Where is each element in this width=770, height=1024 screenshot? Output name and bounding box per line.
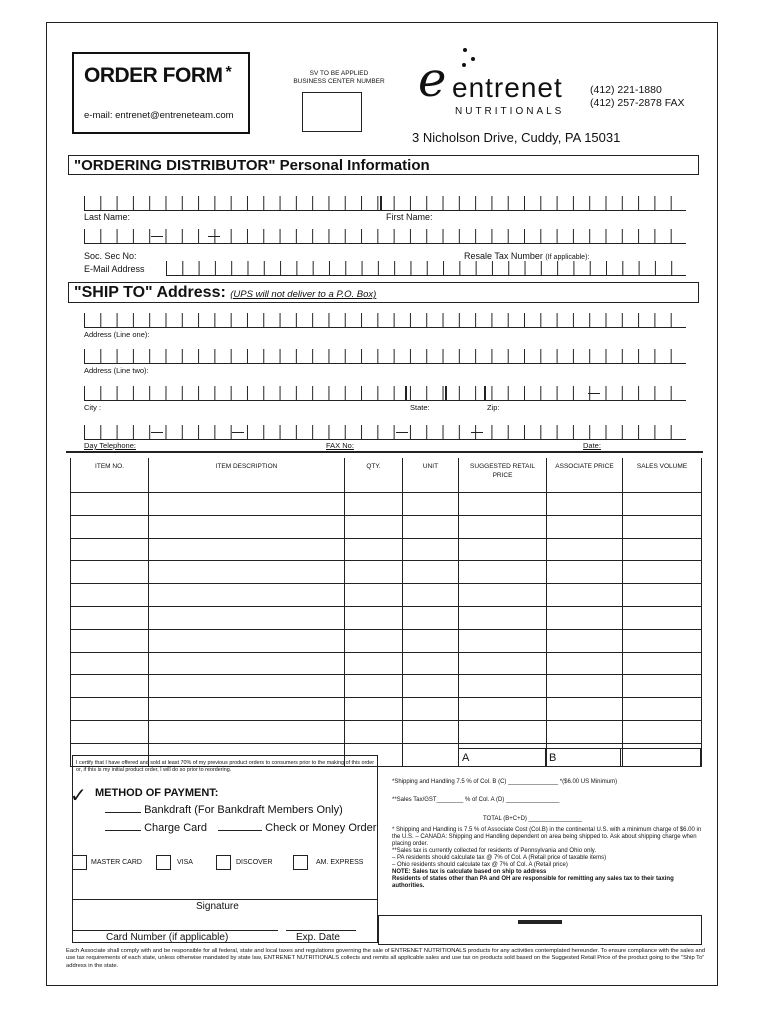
col-qty: QTY. [345,458,403,493]
table-row [71,606,702,629]
zip-divider [484,386,486,400]
table-cell[interactable] [623,606,702,629]
check-money-blank[interactable] [218,830,262,831]
table-cell[interactable] [623,538,702,561]
table-cell[interactable] [403,743,459,766]
table-cell[interactable] [459,584,547,607]
col-suggested-retail: SUGGESTED RETAIL PRICE [459,458,547,493]
title-asterisk: * [225,64,232,81]
table-cell[interactable] [149,606,345,629]
total-line: TOTAL (B+C+D) ________________ [483,816,582,822]
phone-dash [232,432,244,433]
table-cell[interactable] [71,515,149,538]
table-cell[interactable] [623,561,702,584]
phone-fax-date-boxes[interactable] [84,425,686,440]
name-input-boxes[interactable] [84,196,686,211]
address-line1-label: Address (Line one): [84,330,150,339]
table-cell[interactable] [547,606,623,629]
address-line1-boxes[interactable] [84,313,686,328]
table-cell[interactable] [623,493,702,516]
items-table [70,458,702,767]
visa-label: VISA [177,859,193,866]
exp-date-label: Exp. Date [296,932,340,943]
table-row [71,584,702,607]
email-label: E-Mail Address [84,264,145,274]
table-cell[interactable] [459,675,547,698]
order-form-title [84,64,231,88]
table-cell[interactable] [345,538,403,561]
col-b-total[interactable]: B [545,748,621,767]
check-mark-icon: ✓ [70,785,87,807]
table-cell[interactable] [403,675,459,698]
resale-tax-label [464,251,589,261]
col-associate-price: ASSOCIATE PRICE [547,458,623,493]
card-number-line[interactable] [72,930,278,931]
table-cell[interactable] [547,652,623,675]
address-line2-boxes[interactable] [84,349,686,364]
table-cell[interactable] [547,493,623,516]
table-cell[interactable] [623,720,702,743]
table-cell[interactable] [547,629,623,652]
table-cell[interactable] [623,675,702,698]
table-cell[interactable] [547,720,623,743]
table-cell[interactable] [149,538,345,561]
table-cell[interactable] [403,515,459,538]
logo-dot-icon [471,57,475,61]
signature-line[interactable] [72,899,378,900]
fax-no-label: FAX No: [326,441,354,450]
bankdraft-blank[interactable] [105,812,141,813]
table-cell[interactable] [403,720,459,743]
payment-box [72,755,378,943]
note-ship-to: NOTE: Sales tax is calculate based on ship to address [392,869,547,875]
table-cell[interactable] [547,515,623,538]
amex-checkbox[interactable] [293,855,308,870]
distributor-heading: "ORDERING DISTRIBUTOR" Personal Information [68,155,699,175]
sv-note-line2: BUSINESS CENTER NUMBER [293,78,385,85]
col-unit: UNIT [403,458,459,493]
table-cell[interactable] [149,493,345,516]
office-use-bar [518,920,562,924]
table-cell[interactable] [459,606,547,629]
table-cell[interactable] [345,606,403,629]
table-cell[interactable] [459,493,547,516]
note-pa: – PA residents should calculate tax @ 7% of Col. A (Retail price of taxable items) [392,855,607,861]
logo-name: entrenet [452,72,563,103]
table-cell[interactable] [623,629,702,652]
section-divider [66,451,703,453]
table-row [71,675,702,698]
order-form-title-text: ORDER FORM [84,64,223,87]
table-cell[interactable] [547,675,623,698]
table-cell[interactable] [547,584,623,607]
table-cell[interactable] [345,629,403,652]
table-cell[interactable] [547,561,623,584]
card-number-label: Card Number (if applicable) [106,932,229,943]
table-cell[interactable] [403,561,459,584]
table-cell[interactable] [623,515,702,538]
logo-dot-icon [463,48,467,52]
table-cell[interactable] [71,493,149,516]
table-row [71,515,702,538]
table-cell[interactable] [345,675,403,698]
sales-tax-line: **Sales Tax/GST________ % of Col. A (D) ________________ [392,797,560,803]
table-cell[interactable] [459,720,547,743]
table-cell[interactable] [403,538,459,561]
table-cell[interactable] [71,538,149,561]
table-cell[interactable] [149,561,345,584]
table-cell[interactable] [71,606,149,629]
table-cell[interactable] [345,720,403,743]
email-input-boxes[interactable] [166,261,686,276]
fax-dash [396,432,408,433]
ssn-tax-input-boxes[interactable] [84,229,686,244]
day-telephone-label: Day Telephone: [84,441,136,450]
date-label: Date: [583,441,601,450]
logo-subtitle: NUTRITIONALS [455,106,565,117]
city-label: City : [84,403,102,412]
table-cell[interactable] [149,515,345,538]
items-header-row [71,458,702,493]
bankdraft-label: Bankdraft (For Bankdraft Members Only) [144,804,343,816]
table-cell[interactable] [345,561,403,584]
table-cell[interactable] [71,652,149,675]
discover-label: DISCOVER [236,859,273,866]
items-body [71,493,702,767]
signature-label: Signature [196,901,239,912]
ssn-dash [151,236,163,237]
contact-phones [590,84,685,110]
state-label: State: [410,403,430,412]
resale-tax-note: (If applicable): [545,254,590,261]
table-cell[interactable] [345,584,403,607]
ship-to-note: (UPS will not deliver to a P.O. Box) [230,289,377,300]
table-cell[interactable] [459,698,547,721]
col-sales-volume: SALES VOLUME [623,458,702,493]
table-cell[interactable] [547,698,623,721]
table-cell[interactable] [403,606,459,629]
mastercard-checkbox[interactable] [72,855,87,870]
table-cell[interactable] [345,493,403,516]
zip-label: Zip: [487,403,500,412]
note-shipping: * Shipping and Handling is 7.5 % of Associate Cost (Col.B) in the continental U.S. with a minimum charge of $6.00 in the U.S. – CANADA: Shipping and Handling dependent on area being shipped to. Ask about shipping charge when placing order. [392,827,702,847]
table-cell[interactable] [403,584,459,607]
table-cell[interactable] [149,629,345,652]
ship-to-heading-text: "SHIP TO" Address: [74,284,226,301]
table-cell[interactable] [623,652,702,675]
visa-checkbox[interactable] [156,855,171,870]
col-item-no: ITEM NO. [71,458,149,493]
table-cell[interactable] [623,584,702,607]
table-cell[interactable] [345,652,403,675]
method-heading: METHOD OF PAYMENT: [95,787,219,799]
business-center-number-box[interactable] [302,92,362,132]
col-item-description: ITEM DESCRIPTION [149,458,345,493]
exp-date-line[interactable] [286,930,356,931]
state-divider [445,386,447,400]
ssn-label: Soc. Sec No: [84,251,137,261]
table-cell[interactable] [71,584,149,607]
sv-note [284,70,394,86]
shipping-notes [392,827,702,890]
phone-dash [151,432,163,433]
table-cell[interactable] [345,698,403,721]
charge-card-label: Charge Card [144,822,208,834]
table-cell[interactable] [149,652,345,675]
table-cell[interactable] [459,561,547,584]
table-cell[interactable] [149,675,345,698]
discover-checkbox[interactable] [216,855,231,870]
table-row [71,720,702,743]
table-cell[interactable] [71,720,149,743]
table-cell[interactable] [547,538,623,561]
table-cell[interactable] [623,698,702,721]
city-divider [405,386,407,400]
ship-to-heading [68,282,699,303]
table-row [71,561,702,584]
company-address: 3 Nicholson Drive, Cuddy, PA 15031 [412,130,621,145]
table-cell[interactable] [149,584,345,607]
table-cell[interactable] [345,515,403,538]
fax-dash [471,432,483,433]
table-cell[interactable] [149,720,345,743]
zip-dash [588,393,600,394]
table-cell[interactable] [459,538,547,561]
note-ohio: – Ohio residents should calculate tax @ 7% of Col. A (Retail price) [392,862,568,868]
logo-dot-icon [462,63,466,67]
check-money-label: Check or Money Order [265,822,377,834]
amex-label: AM. EXPRESS [316,859,364,866]
charge-card-blank[interactable] [105,830,141,831]
company-email: e-mail: entrenet@entreneteam.com [84,110,234,121]
table-cell[interactable] [71,698,149,721]
sales-volume-total[interactable] [620,748,701,767]
col-a-total[interactable]: A [458,748,546,767]
table-row [71,493,702,516]
table-cell[interactable] [403,629,459,652]
charge-card-option[interactable] [105,822,376,834]
table-cell[interactable] [71,561,149,584]
note-other-states: Residents of states other than PA and OH are responsible for remitting any sales tax to their taxing authorities. [392,876,674,889]
table-row [71,629,702,652]
first-name-label: First Name: [386,212,433,222]
logo-e: e [418,52,447,108]
table-cell[interactable] [149,698,345,721]
sv-note-line1: SV TO BE APPLIED [309,70,369,77]
mastercard-label: MASTER CARD [91,859,142,866]
table-row [71,698,702,721]
table-cell[interactable] [459,652,547,675]
phone-number: (412) 221-1880 [590,84,662,96]
note-sales-tax: **Sales tax is currently collected for residents of Pennsylvania and Ohio only. [392,848,596,854]
table-row [71,652,702,675]
ssn-dash [208,236,220,237]
table-cell[interactable] [403,698,459,721]
table-cell[interactable] [459,515,547,538]
table-row [71,538,702,561]
name-divider [380,196,382,210]
shipping-line: *Shipping and Handling 7.5 % of Col. B (C) _______________ *($6.00 US Minimum) [392,779,618,785]
certify-text: I certify that I have offered and sold at least 70% of my previous product orders to consumers prior to the making of this order or, if this is my initial product order, I will do so prior to reordering. [76,760,375,773]
fax-number: (412) 257-2878 FAX [590,97,685,109]
address-line2-label: Address (Line two): [84,366,149,375]
table-cell[interactable] [71,629,149,652]
table-cell[interactable] [403,493,459,516]
table-cell[interactable] [71,675,149,698]
last-name-label: Last Name: [84,212,131,222]
bankdraft-option[interactable] [105,804,343,816]
resale-tax-label-text: Resale Tax Number [464,251,543,261]
footer-text: Each Associate shall comply with and be responsible for all federal, state and local taxes and regulations governing the sale of ENTRENET NUTRITIONALS products for any activities contemplated hereunder. To ensure compliance with the sales and use tax requirements of each state, unless otherwise mandated by state law, ENTRENET NUTRITIONALS collects and remits all applicable sales and use tax on products sold based on the Suggested Retail Price of the product going to the "Ship To" address in the state. [66,948,706,969]
table-cell[interactable] [403,652,459,675]
table-cell[interactable] [459,629,547,652]
